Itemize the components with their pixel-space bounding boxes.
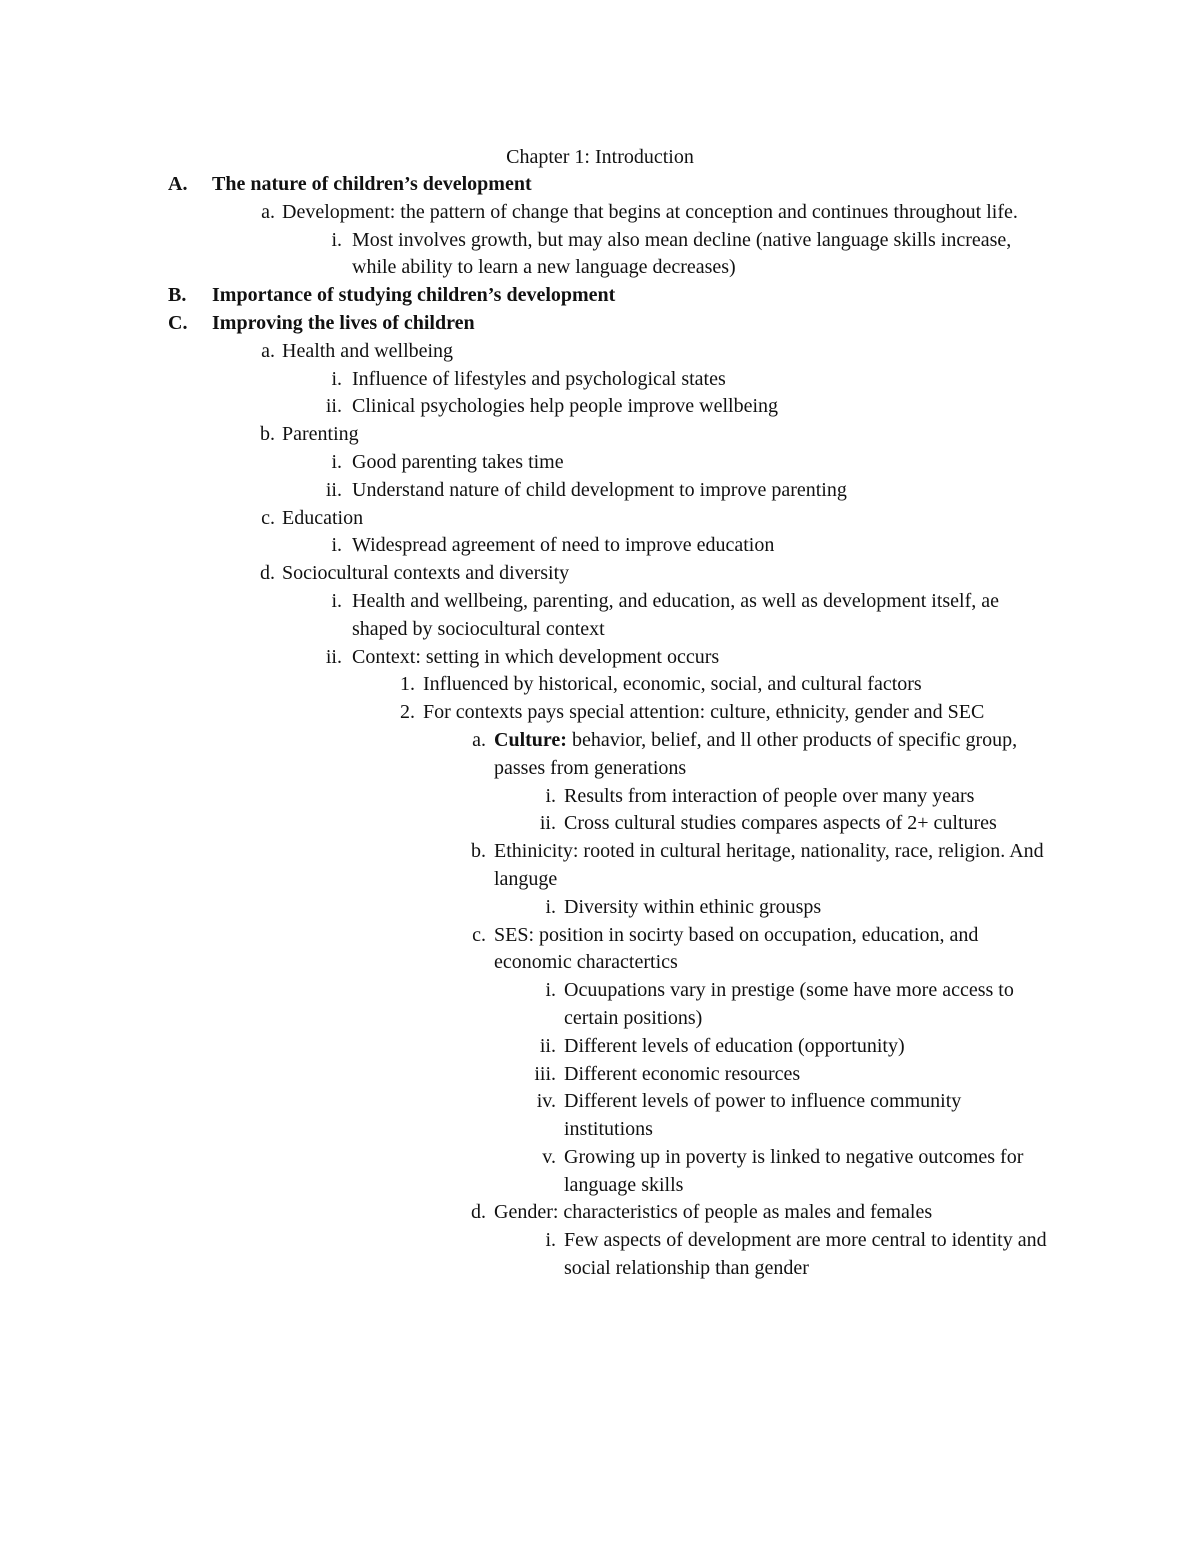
outline-text: Health and wellbeing: [282, 339, 454, 362]
outline-item-level-6: [0, 783, 1200, 811]
outline-text: Improving the lives of children: [212, 311, 475, 334]
outline-text: Few aspects of development are more central to identity and social relationship than gender: [564, 1229, 1047, 1280]
outline-marker: c.: [472, 923, 486, 946]
outline-item-level-4: [0, 671, 1200, 699]
outline-item-level-5: [0, 1199, 1200, 1227]
outline-marker: C.: [168, 311, 188, 334]
outline-text: Growing up in poverty is linked to negative outcomes for language skills: [564, 1145, 1024, 1196]
outline-text: Different economic resources: [564, 1062, 801, 1085]
outline-item-level-6: [0, 1227, 1200, 1283]
outline-item-level-2: [0, 505, 1200, 533]
outline-marker: iv.: [536, 1090, 556, 1113]
outline-item-level-2: [0, 560, 1200, 588]
outline-text: Parenting: [282, 423, 359, 446]
outline-text: Most involves growth, but may also mean decline (native language skills increase, while ability to learn a new language decreases): [352, 228, 1012, 279]
outline-marker: ii.: [539, 1034, 556, 1057]
outline-text: SES: position in socirty based on occupation, education, and economic charactertics: [494, 923, 979, 974]
outline-text: The nature of children’s development: [212, 173, 532, 195]
outline-text: Results from interaction of people over many years: [564, 784, 975, 807]
outline-marker: d.: [260, 562, 275, 585]
outline-marker: 1.: [400, 673, 415, 696]
outline-marker: 2.: [400, 701, 415, 724]
outline-text: Clinical psychologies help people improve wellbeing: [352, 395, 779, 418]
outline-text: Different levels of power to influence community institutions: [564, 1090, 962, 1141]
outline-item-level-6: [0, 1061, 1200, 1089]
outline-marker: i.: [331, 367, 342, 390]
outline-marker: a.: [261, 339, 275, 362]
outline-item-level-1: [0, 282, 1200, 310]
outline-item-level-3: [0, 393, 1200, 421]
outline-text: Ethinicity: rooted in cultural heritage, nationality, race, religion. And languge: [494, 840, 1044, 890]
outline-item-level-6: [0, 1144, 1200, 1200]
outline-text: Influence of lifestyles and psychological states: [352, 367, 726, 390]
outline-item-level-3: [0, 644, 1200, 672]
outline-marker: ii.: [325, 478, 342, 501]
outline-item-level-4: [0, 699, 1200, 727]
outline-item-level-3: [0, 588, 1200, 644]
outline-text: Widespread agreement of need to improve education: [352, 534, 775, 557]
outline-item-level-2: [0, 338, 1200, 366]
outline-item-level-2: [0, 199, 1200, 227]
outline-text: Importance of studying children’s development: [212, 284, 616, 307]
outline-marker: i.: [331, 228, 342, 251]
outline-list: [0, 171, 1200, 1283]
outline-text: Health and wellbeing, parenting, and education, as well as development itself, ae shaped by sociocultural context: [352, 589, 1000, 640]
outline-item-level-6: [0, 1033, 1200, 1061]
outline-item-level-6: [0, 810, 1200, 838]
outline-text: Understand nature of child development to improve parenting: [352, 478, 847, 501]
outline-item-level-3: [0, 366, 1200, 394]
outline-item-level-6: [0, 1088, 1200, 1144]
outline-item-level-3: [0, 532, 1200, 560]
outline-item-level-1: [0, 171, 1200, 199]
outline-marker: ii.: [325, 395, 342, 418]
outline-marker: ii.: [539, 812, 556, 835]
outline-marker: iii.: [534, 1062, 556, 1085]
outline-text: For contexts pays special attention: culture, ethnicity, gender and SEC: [423, 701, 985, 724]
outline-text: Context: setting in which development occurs: [352, 645, 720, 668]
outline-marker: i.: [545, 895, 556, 918]
outline-marker: B.: [168, 284, 187, 307]
outline-marker: b.: [260, 423, 275, 446]
outline-marker: i.: [545, 979, 556, 1002]
outline-item-level-6: [0, 894, 1200, 922]
outline-marker: i.: [331, 534, 342, 557]
outline-marker: v.: [542, 1145, 556, 1168]
outline-text: Diversity within ethinic grousps: [564, 895, 822, 918]
outline-marker: d.: [471, 1201, 486, 1224]
outline-item-level-6: [0, 977, 1200, 1033]
outline-item-level-3: [0, 227, 1200, 283]
outline-marker: i.: [331, 450, 342, 473]
outline-marker: A.: [168, 173, 188, 195]
outline-text: Cross cultural studies compares aspects of 2+ cultures: [564, 812, 997, 835]
outline-marker: a.: [472, 728, 486, 751]
outline-item-level-2: [0, 421, 1200, 449]
outline-marker: i.: [331, 589, 342, 612]
outline-marker: b.: [471, 840, 486, 863]
outline-marker: c.: [261, 506, 275, 529]
outline-item-level-5: [0, 727, 1200, 783]
outline-marker: ii.: [325, 645, 342, 668]
outline-text: Gender: characteristics of people as males and females: [494, 1201, 933, 1224]
outline-item-level-3: [0, 449, 1200, 477]
outline-term: Culture:: [494, 728, 567, 751]
outline-marker: a.: [261, 200, 275, 223]
outline-item-level-5: [0, 922, 1200, 978]
outline-item-level-3: [0, 477, 1200, 505]
outline-item-level-1: [0, 310, 1200, 338]
outline-text: Ocuupations vary in prestige (some have more access to certain positions): [564, 979, 1014, 1029]
outline-text: Good parenting takes time: [352, 450, 564, 473]
outline-item-level-5: [0, 838, 1200, 894]
outline-text: Development: the pattern of change that begins at conception and continues throughout life.: [282, 200, 1018, 223]
page-title: Chapter 1: Introduction: [506, 146, 694, 168]
outline-definition: behavior, belief, and ll other products of specific group, passes from generations: [494, 728, 1018, 779]
outline-marker: i.: [545, 784, 556, 807]
outline-text: Influenced by historical, economic, social, and cultural factors: [423, 673, 922, 696]
outline-text: [494, 727, 1054, 783]
outline-marker: i.: [545, 1229, 556, 1252]
outline-text: Different levels of education (opportunity): [564, 1034, 905, 1057]
outline-text: Sociocultural contexts and diversity: [282, 562, 570, 585]
outline-text: Education: [282, 506, 364, 529]
